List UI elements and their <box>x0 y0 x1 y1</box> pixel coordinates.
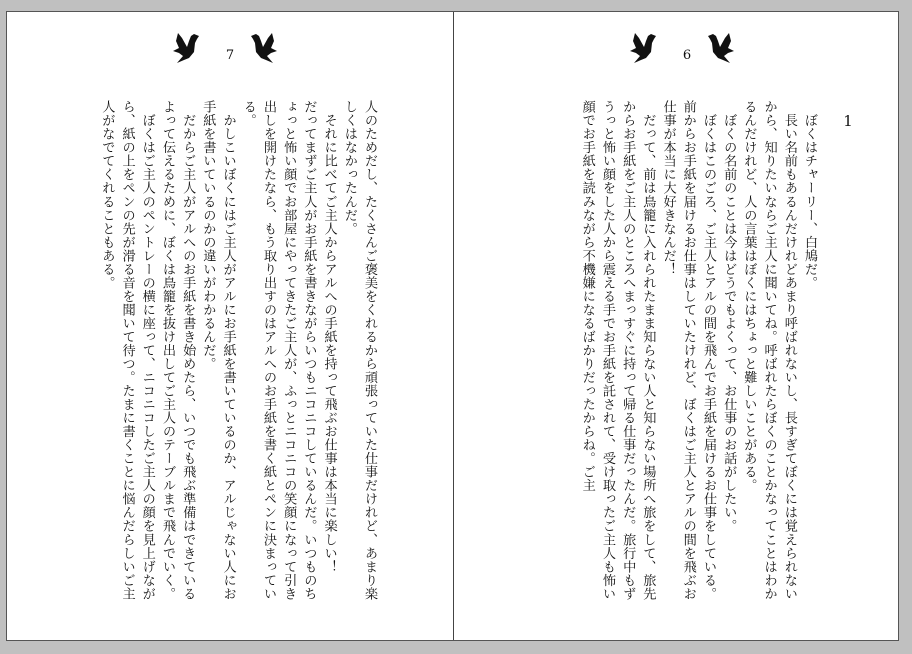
page-number: 6 <box>682 48 692 63</box>
left-page <box>7 12 453 640</box>
page-body-text: ぼくはチャーリー、白鳩だ。 長い名前もあるんだけれどあまり呼ばれないし、長すぎてぼくには覚えられないから、知りたいならご主人に聞いてね。呼ばれたらぼくのことかなってことはわかるんだけれど、人の言葉はぼくにはちょっと難しいことがある。 ぼくの名前のことは今はどうでもよくって、お仕事のお話がしたい。 ぼくはこのごろ、ご主人とアルの間を飛んでお手紙を届けるお仕事をしている。前からお手紙を届けるお仕事はしていたけれど、ぼくはご主人とアルの間を飛ぶお仕事が本当に大好きなんだ！ だって、前は鳥籠に入れられたまま知らない人と知らない場所へ旅をして、旅先からお手紙をご主人のところへまっすぐに持って帰る仕事だったんだ。旅行中もずうっと怖い顔をした人から震える手でお手紙を託されて、受け取ったご主人も怖い顔でお手紙を読みながら不機嫌になるばかりだったからね。ご主 <box>579 100 817 601</box>
chapter-number: 1 <box>843 112 853 130</box>
dove-icon <box>707 32 737 66</box>
dove-icon <box>250 32 280 66</box>
page-header <box>627 32 747 72</box>
page-number: 7 <box>225 48 235 63</box>
right-page <box>454 12 898 640</box>
page-body-text: 人のためだし、たくさんご褒美をくれるから頑張っていた仕事だけれど、あまり楽しくはなかったんだ。 それに比べてご主人からアルへの手紙を持って飛ぶお仕事は本当に楽しい！ だってまずご主人がお手紙を書きながらいつもニコニコしているんだ。いつものちょっと怖い顔でお部屋にやってきたご主人が、ふっとニコニコの笑顔になって引き出しを開けたなら、もう取り出すのはアルへのお手紙を書く紙とペンに決まっている。 かしこいぼくにはご主人がアルにお手紙を書いているのか、アルじゃない人にお手紙を書いているのかの違いがわかるんだ。 だからご主人がアルへのお手紙を書き始めたら、いつでも飛ぶ準備はできているよって伝えるために、ぼくは鳥籠を抜け出してご主人のテーブルまで飛んでいく。 ぼくはご主人のペントレーの横に座って、ニコニコしたご主人の顔を見上げながら、紙の上をペンの先が滑る音を聞いて待つ。たまに書くことに悩んだらしいご主人がなでてくれることもある。 <box>99 100 377 601</box>
book-spread <box>6 11 899 641</box>
page-header <box>170 32 290 72</box>
dove-icon <box>170 32 200 66</box>
dove-icon <box>627 32 657 66</box>
